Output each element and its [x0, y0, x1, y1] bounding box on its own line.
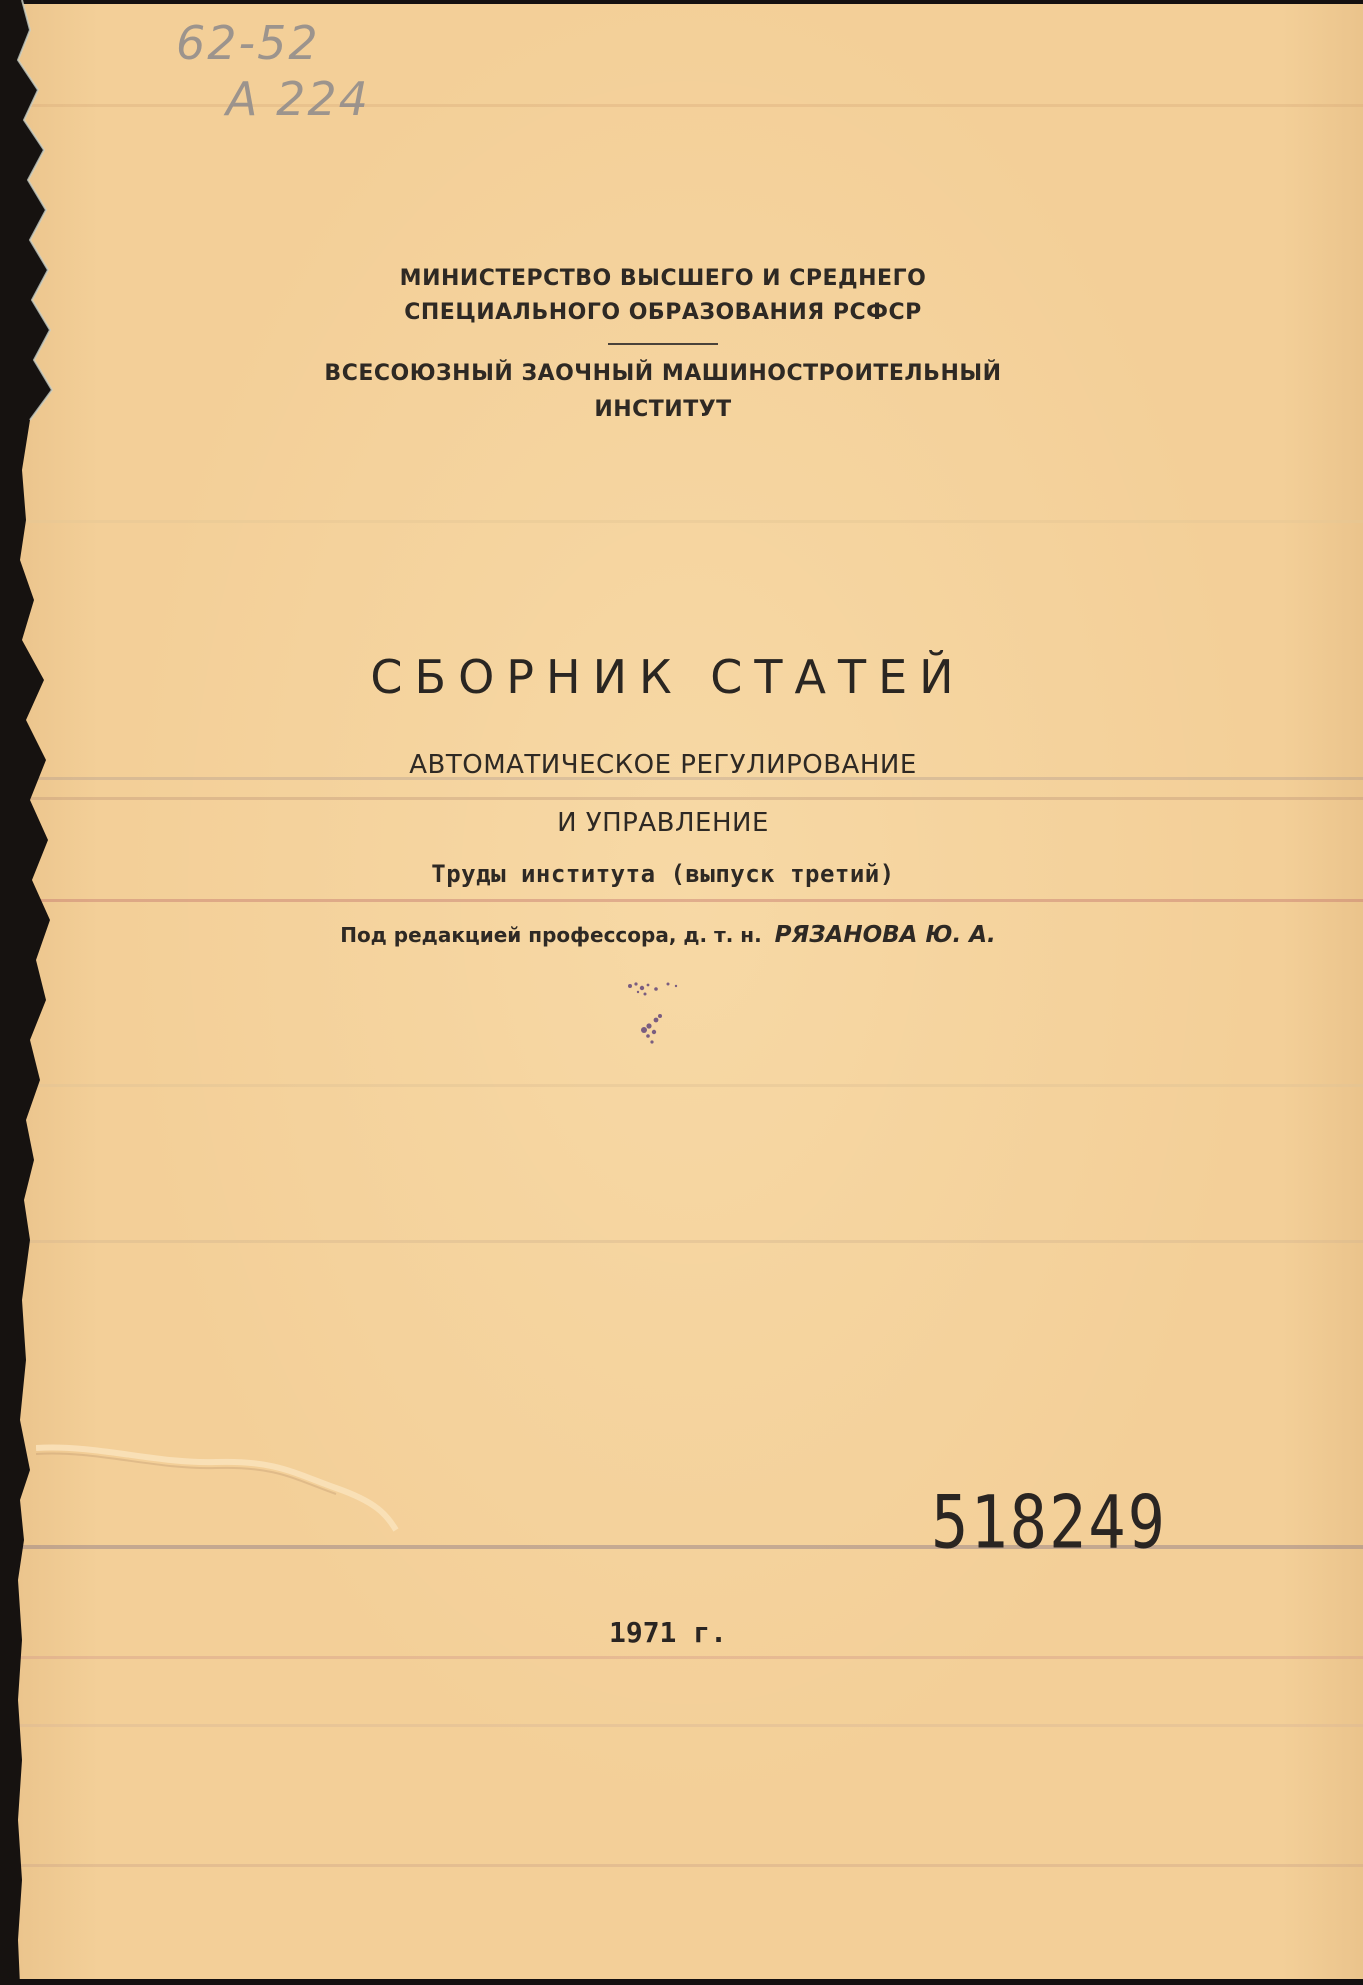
torn-left-edge — [0, 0, 80, 1985]
paper-crease — [36, 1444, 416, 1534]
scan-band — [18, 520, 1363, 523]
publication-year: 1971 г. — [608, 1616, 727, 1649]
subtitle-line-3: Труды института (выпуск третий) — [431, 860, 895, 888]
subtitle-line-1: АВТОМАТИЧЕСКОЕ РЕГУЛИРОВАНИЕ — [409, 750, 917, 780]
ministry-line-1: МИНИСТЕРСТВО ВЫСШЕГО И СРЕДНЕГО — [399, 266, 927, 291]
institute-line-1: ВСЕСОЮЗНЫЙ ЗАОЧНЫЙ МАШИНОСТРОИТЕЛЬНЫЙ — [324, 361, 1002, 386]
scan-band — [18, 1656, 1363, 1659]
call-number-line-2: A 224 — [226, 72, 370, 126]
library-stamp — [618, 972, 718, 1072]
subtitle-line-2: И УПРАВЛЕНИЕ — [557, 808, 769, 838]
title-page — [18, 4, 1363, 1979]
inventory-number: 518249 — [931, 1479, 1167, 1566]
call-number-line-1: 62-52 — [176, 16, 320, 70]
ministry-line-2: СПЕЦИАЛЬНОГО ОБРАЗОВАНИЯ РСФСР — [404, 300, 922, 325]
document-title: СБОРНИК СТАТЕЙ — [370, 650, 966, 704]
scan-band — [18, 1724, 1363, 1727]
scan-band — [18, 1084, 1363, 1087]
editor-name: РЯЗАНОВА Ю. А. — [774, 922, 996, 948]
institute-line-2: ИНСТИТУТ — [594, 397, 732, 422]
header-divider — [608, 343, 718, 345]
scan-band — [18, 899, 1363, 902]
scan-band — [18, 797, 1363, 800]
editor-prefix: Под редакцией профессора, д. т. н. — [340, 923, 762, 947]
scan-band — [18, 104, 1363, 107]
scan-band — [18, 1864, 1363, 1867]
scan-band — [18, 1240, 1363, 1243]
editor-line — [18, 922, 1318, 948]
